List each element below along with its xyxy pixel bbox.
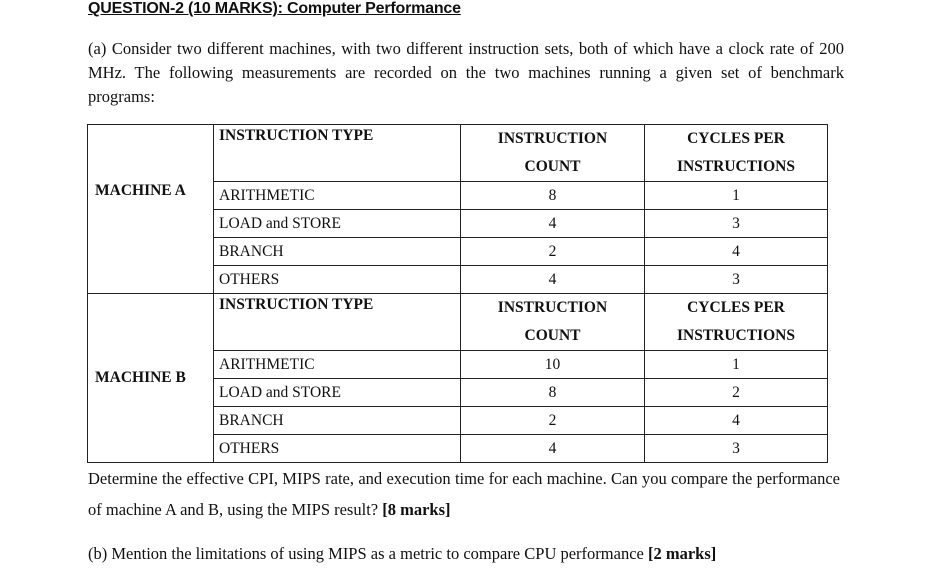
instruction-count-cell: 4 — [461, 266, 645, 294]
header-instruction-count: INSTRUCTION COUNT — [461, 125, 645, 182]
cpi-cell: 3 — [645, 435, 828, 463]
instruction-count-cell: 4 — [461, 210, 645, 238]
header-instruction-type: INSTRUCTION TYPE — [214, 125, 461, 182]
instruction-type-cell: LOAD and STORE — [214, 210, 461, 238]
question-a-marks: [8 marks] — [382, 500, 451, 519]
instruction-count-cell: 2 — [461, 238, 645, 266]
instruction-type-cell: OTHERS — [214, 435, 461, 463]
cpi-cell: 3 — [645, 210, 828, 238]
cpi-cell: 4 — [645, 407, 828, 435]
table-header-row-a — [88, 125, 828, 182]
header-instruction-type: INSTRUCTION TYPE — [214, 294, 461, 351]
header-cycles-per-instruction: CYCLES PER INSTRUCTIONS — [645, 125, 828, 182]
instruction-type-cell: ARITHMETIC — [214, 351, 461, 379]
instruction-count-cell: 4 — [461, 435, 645, 463]
instruction-type-cell: OTHERS — [214, 266, 461, 294]
benchmark-table — [87, 124, 828, 463]
header-cycles-per-instruction: CYCLES PER INSTRUCTIONS — [645, 294, 828, 351]
intro-paragraph: (a) Consider two different machines, with two different instruction sets, both of which have a clock rate of 200 MHz. The following measurements are recorded on the two machines running a given set of benchmark programs: — [88, 39, 844, 106]
cpi-cell: 1 — [645, 182, 828, 210]
question-heading: QUESTION-2 (10 MARKS): Computer Performance — [88, 0, 461, 17]
question-b-text: (b) Mention the limitations of using MIPS as a metric to compare CPU performance [2 marks] — [88, 544, 717, 563]
question-b-marks: [2 marks] — [647, 544, 717, 563]
machine-b-label: MACHINE B — [88, 294, 214, 463]
machine-a-label: MACHINE A — [88, 125, 214, 294]
cpi-cell: 2 — [645, 379, 828, 407]
instruction-type-cell: BRANCH — [214, 407, 461, 435]
instruction-type-cell: LOAD and STORE — [214, 379, 461, 407]
instruction-count-cell: 2 — [461, 407, 645, 435]
instruction-count-cell: 8 — [461, 182, 645, 210]
instruction-count-cell: 8 — [461, 379, 645, 407]
cpi-cell: 1 — [645, 351, 828, 379]
question-a-text: Determine the effective CPI, MIPS rate, and execution time for each machine. Can you compare the performance of machine A and B, using the MIPS result? [8 marks] — [88, 469, 840, 519]
instruction-type-cell: BRANCH — [214, 238, 461, 266]
cpi-cell: 3 — [645, 266, 828, 294]
instruction-count-cell: 10 — [461, 351, 645, 379]
header-instruction-count: INSTRUCTION COUNT — [461, 294, 645, 351]
cpi-cell: 4 — [645, 238, 828, 266]
instruction-type-cell: ARITHMETIC — [214, 182, 461, 210]
table-header-row-b — [88, 294, 828, 351]
